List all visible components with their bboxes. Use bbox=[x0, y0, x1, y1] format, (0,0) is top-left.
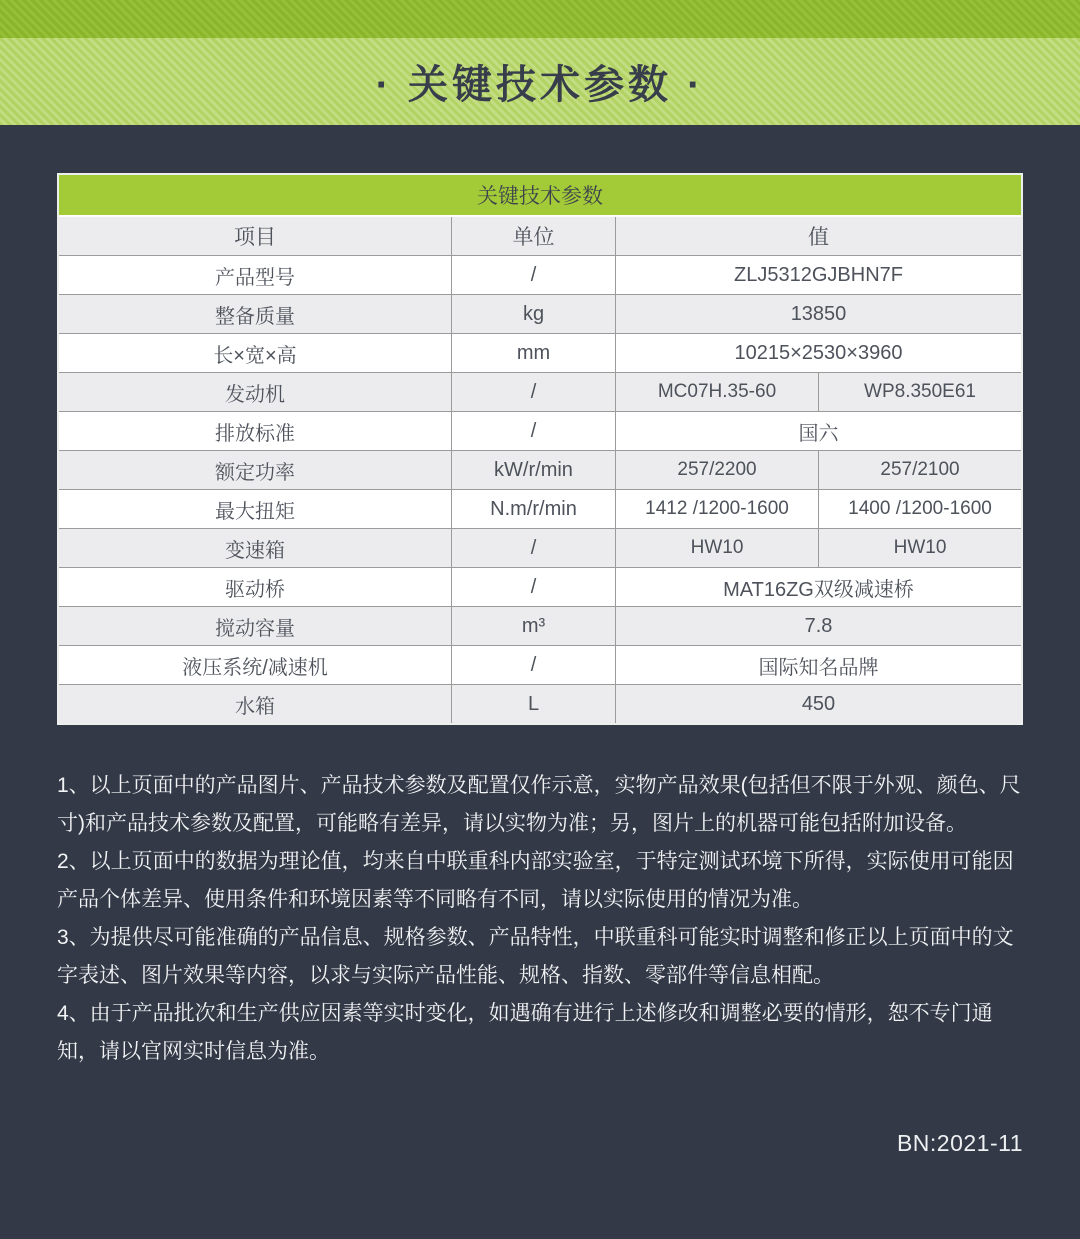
row-label: 驱动桥 bbox=[59, 568, 452, 606]
row-label: 液压系统/减速机 bbox=[59, 646, 452, 684]
row-label: 排放标准 bbox=[59, 412, 452, 450]
row-value-variant: HW10 bbox=[818, 529, 1021, 567]
row-unit: / bbox=[452, 256, 616, 294]
row-label: 整备质量 bbox=[59, 295, 452, 333]
row-value: ZLJ5312GJBHN7F bbox=[734, 263, 903, 286]
row-value: 国际知名品牌 bbox=[758, 656, 879, 679]
row-value-variant: 257/2100 bbox=[818, 451, 1021, 489]
row-value bbox=[616, 529, 1021, 567]
table-row bbox=[59, 568, 1021, 607]
row-value: 7.8 bbox=[804, 614, 833, 637]
row-unit: L bbox=[452, 685, 616, 723]
table-row bbox=[59, 451, 1021, 490]
row-label: 长×宽×高 bbox=[59, 334, 452, 372]
row-value bbox=[616, 373, 1021, 411]
page-title: · 关键技术参数 · bbox=[375, 63, 705, 107]
row-unit: / bbox=[452, 568, 616, 606]
table-title: 关键技术参数 bbox=[59, 175, 1021, 217]
row-label: 变速箱 bbox=[59, 529, 452, 567]
main-content bbox=[0, 125, 1080, 1071]
table-row bbox=[59, 490, 1021, 529]
table-row bbox=[59, 685, 1021, 723]
table-header-row bbox=[59, 217, 1021, 256]
row-unit: / bbox=[452, 646, 616, 684]
table-row bbox=[59, 412, 1021, 451]
row-label: 产品型号 bbox=[59, 256, 452, 294]
row-value bbox=[616, 490, 1021, 528]
row-label: 最大扭矩 bbox=[59, 490, 452, 528]
disclaimer-paragraph: 2、以上页面中的数据为理论值，均来自中联重科内部实验室，于特定测试环境下所得，实际使用可能因产品个体差异、使用条件和环境因素等不同略有不同，请以实际使用的情况为准。 bbox=[57, 850, 1014, 911]
row-value-variant: WP8.350E61 bbox=[818, 373, 1021, 411]
spec-table bbox=[57, 173, 1023, 725]
row-unit: / bbox=[452, 373, 616, 411]
row-unit: m³ bbox=[452, 607, 616, 645]
row-unit: / bbox=[452, 412, 616, 450]
table-row bbox=[59, 295, 1021, 334]
page-header-banner bbox=[0, 0, 1080, 125]
disclaimer-notes bbox=[57, 767, 1023, 1071]
table-row bbox=[59, 256, 1021, 295]
row-value: 13850 bbox=[790, 302, 847, 325]
column-header-item: 项目 bbox=[59, 217, 452, 255]
column-header-unit: 单位 bbox=[452, 217, 616, 255]
disclaimer-paragraph: 1、以上页面中的产品图片、产品技术参数及配置仅作示意，实物产品效果(包括但不限于外观、颜色、尺寸)和产品技术参数及配置，可能略有差异，请以实物为准；另，图片上的机器可能包括附加设备。 bbox=[57, 774, 1021, 835]
row-value: 国六 bbox=[798, 422, 839, 445]
table-row bbox=[59, 373, 1021, 412]
table-row bbox=[59, 646, 1021, 685]
row-value-variant: HW10 bbox=[690, 537, 744, 558]
row-unit: N.m/r/min bbox=[452, 490, 616, 528]
row-unit: / bbox=[452, 529, 616, 567]
table-row bbox=[59, 529, 1021, 568]
table-body bbox=[59, 256, 1021, 723]
table-row bbox=[59, 607, 1021, 646]
row-unit: mm bbox=[452, 334, 616, 372]
row-label: 额定功率 bbox=[59, 451, 452, 489]
row-value-variant: MC07H.35-60 bbox=[657, 381, 777, 402]
row-unit: kW/r/min bbox=[452, 451, 616, 489]
table-row bbox=[59, 334, 1021, 373]
row-value-variant: 1412 /1200-1600 bbox=[645, 498, 789, 519]
row-label: 发动机 bbox=[59, 373, 452, 411]
row-value-variant: 257/2200 bbox=[677, 459, 757, 480]
column-header-value: 值 bbox=[808, 226, 829, 249]
banner-top-stripe bbox=[0, 0, 1080, 38]
banner-title-area bbox=[0, 38, 1080, 125]
row-value: MAT16ZG双级减速桥 bbox=[723, 578, 914, 601]
row-label: 水箱 bbox=[59, 685, 452, 723]
disclaimer-paragraph: 3、为提供尽可能准确的产品信息、规格参数、产品特性，中联重科可能实时调整和修正以上页面中的文字表述、图片效果等内容，以求与实际产品性能、规格、指数、零部件等信息相配。 bbox=[57, 926, 1014, 987]
bulletin-number: BN:2021-11 bbox=[896, 1130, 1023, 1156]
row-value bbox=[616, 451, 1021, 489]
row-value: 450 bbox=[801, 692, 836, 715]
disclaimer-paragraph: 4、由于产品批次和生产供应因素等实时变化，如遇确有进行上述修改和调整必要的情形，恕不专门通知，请以官网实时信息为准。 bbox=[57, 1002, 993, 1063]
row-value-variant: 1400 /1200-1600 bbox=[818, 490, 1021, 528]
row-label: 搅动容量 bbox=[59, 607, 452, 645]
row-value: 10215×2530×3960 bbox=[734, 341, 903, 364]
row-unit: kg bbox=[452, 295, 616, 333]
